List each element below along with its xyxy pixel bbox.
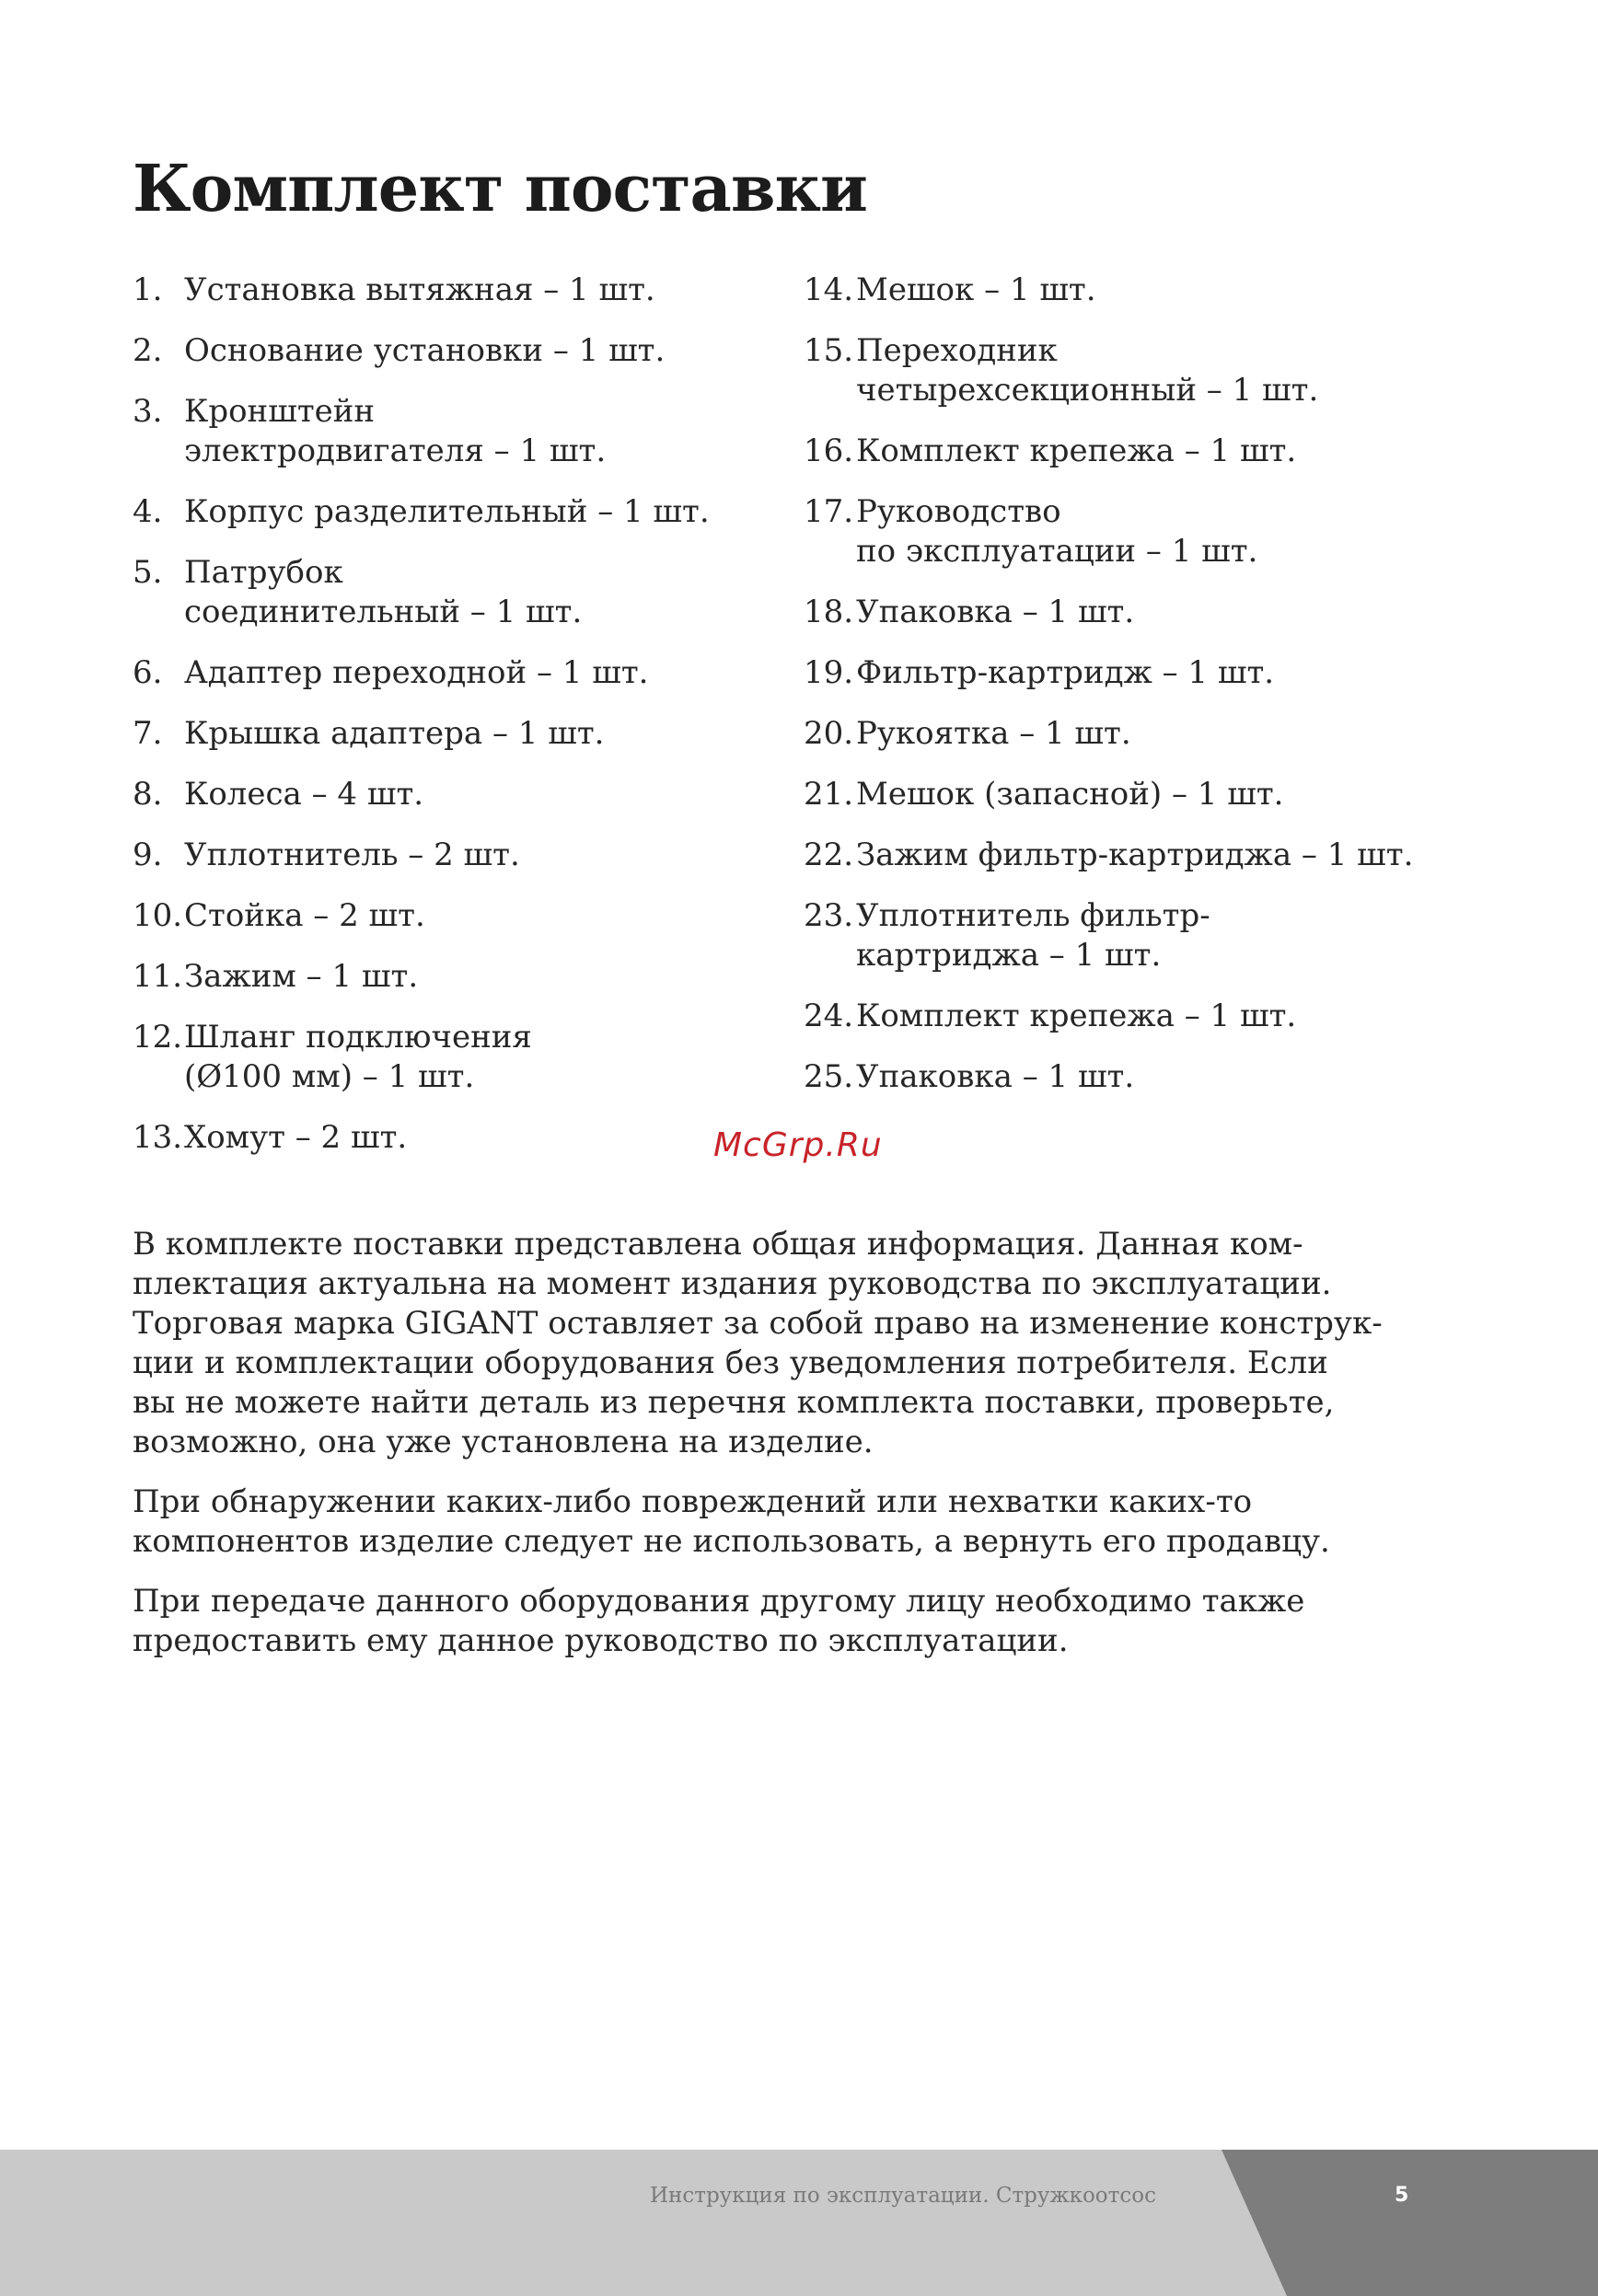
item-number: 11. xyxy=(133,958,183,995)
item-number: 3. xyxy=(133,393,163,430)
list-item xyxy=(804,432,1558,471)
list-item xyxy=(804,997,1558,1036)
item-text: Фильтр-картридж – 1 шт. xyxy=(856,654,1275,691)
item-number: 23. xyxy=(804,897,854,934)
item-number: 24. xyxy=(804,998,854,1034)
list-item xyxy=(804,775,1558,814)
item-text: Стойка – 2 шт. xyxy=(184,897,425,934)
item-number: 9. xyxy=(133,836,163,873)
footer-background xyxy=(0,2150,1598,2296)
list-item xyxy=(804,331,1558,410)
list-item xyxy=(133,492,768,532)
item-text: Колеса – 4 шт. xyxy=(184,776,424,813)
paragraph: При обнаружении каких-либо повреждений или нехватки каких-то компонентов изделие следует не использовать, а вернуть его продавцу. xyxy=(133,1483,1330,1560)
item-number: 25. xyxy=(804,1058,854,1095)
footer-document-title: Инструкция по эксплуатации. Стружкоотсос xyxy=(649,2184,1156,2208)
item-number: 6. xyxy=(133,654,163,691)
paragraph: При передаче данного оборудования другому лицу необходимо также предоставить ему данное руководство по эксплуатации. xyxy=(133,1583,1305,1659)
item-number: 20. xyxy=(804,715,854,752)
list-item xyxy=(804,1057,1558,1097)
list-item xyxy=(133,392,768,471)
item-number: 5. xyxy=(133,554,163,591)
contents-list-right xyxy=(804,271,1558,1118)
item-text: Комплект крепежа – 1 шт. xyxy=(856,998,1297,1034)
page-footer xyxy=(0,2150,1598,2296)
item-text: Хомут – 2 шт. xyxy=(184,1119,408,1156)
item-text: Патрубок соединительный – 1 шт. xyxy=(184,554,583,630)
list-item xyxy=(133,896,768,936)
item-number: 12. xyxy=(133,1019,183,1056)
notes-section xyxy=(133,1225,1421,1681)
list-item xyxy=(133,836,768,875)
item-text: Руководство по эксплуатации – 1 шт. xyxy=(856,493,1258,570)
item-number: 16. xyxy=(804,433,854,469)
item-text: Установка вытяжная – 1 шт. xyxy=(184,271,655,308)
item-text: Упаковка – 1 шт. xyxy=(856,1058,1135,1095)
item-number: 19. xyxy=(804,654,854,691)
item-number: 15. xyxy=(804,332,854,369)
item-text: Кронштейн электродвигателя – 1 шт. xyxy=(184,393,607,469)
list-item xyxy=(804,836,1558,875)
item-number: 7. xyxy=(133,715,163,752)
item-text: Переходник четырехсекционный – 1 шт. xyxy=(856,332,1319,409)
item-number: 1. xyxy=(133,271,163,308)
item-number: 13. xyxy=(133,1119,183,1156)
list-item xyxy=(133,553,768,632)
item-number: 4. xyxy=(133,493,163,530)
list-item xyxy=(133,271,768,310)
contents-list-left xyxy=(133,271,768,1179)
item-text: Адаптер переходной – 1 шт. xyxy=(184,654,649,691)
item-text: Крышка адаптера – 1 шт. xyxy=(184,715,605,752)
item-text: Комплект крепежа – 1 шт. xyxy=(856,433,1297,469)
footer-tab xyxy=(1222,2150,1598,2296)
list-item xyxy=(133,957,768,997)
item-text: Корпус разделительный – 1 шт. xyxy=(184,493,710,530)
list-item xyxy=(804,653,1558,693)
item-number: 18. xyxy=(804,594,854,630)
item-text: Упаковка – 1 шт. xyxy=(856,594,1135,630)
list-item xyxy=(133,1118,768,1158)
page-number: 5 xyxy=(1395,2184,1409,2207)
list-item xyxy=(133,653,768,693)
paragraph: В комплекте поставки представлена общая информация. Данная ком- плектация актуальна на момент издания руководства по эксплуатации. Торговая марка GIGANT оставляет за собой право на изменение конструк- ции и комплектации оборудования без уведомления потребителя. Если вы не можете найти деталь из перечня комплекта поставки, проверьте, возможно, она уже установлена на изделие. xyxy=(133,1226,1383,1460)
item-number: 2. xyxy=(133,332,163,369)
item-text: Уплотнитель фильтр- картриджа – 1 шт. xyxy=(856,897,1210,974)
list-item xyxy=(804,714,1558,754)
watermark: McGrp.Ru xyxy=(713,1126,883,1164)
item-text: Рукоятка – 1 шт. xyxy=(856,715,1131,752)
item-text: Основание установки – 1 шт. xyxy=(184,332,666,369)
item-text: Шланг подключения (Ø100 мм) – 1 шт. xyxy=(184,1019,532,1095)
item-text: Мешок (запасной) – 1 шт. xyxy=(856,776,1284,813)
page-title: Комплект поставки xyxy=(133,150,867,226)
item-number: 17. xyxy=(804,493,854,530)
item-number: 10. xyxy=(133,897,183,934)
list-item xyxy=(804,271,1558,310)
item-number: 22. xyxy=(804,836,854,873)
item-text: Уплотнитель – 2 шт. xyxy=(184,836,520,873)
list-item xyxy=(804,896,1558,975)
list-item xyxy=(133,1018,768,1097)
item-text: Мешок – 1 шт. xyxy=(856,271,1096,308)
item-number: 8. xyxy=(133,776,163,813)
list-item xyxy=(804,492,1558,571)
item-text: Зажим фильтр-картриджа – 1 шт. xyxy=(856,836,1414,873)
item-number: 21. xyxy=(804,776,854,813)
list-item xyxy=(133,775,768,814)
item-number: 14. xyxy=(804,271,854,308)
list-item xyxy=(133,331,768,371)
list-item xyxy=(804,593,1558,632)
list-item xyxy=(133,714,768,754)
item-text: Зажим – 1 шт. xyxy=(184,958,419,995)
